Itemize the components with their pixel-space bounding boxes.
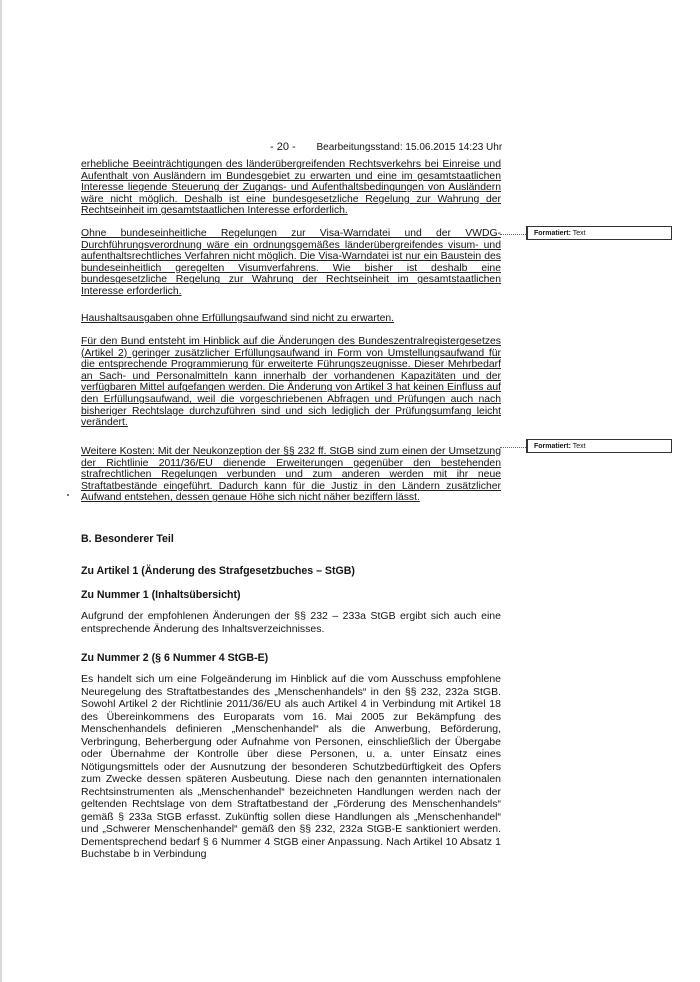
nr1-heading: Zu Nummer 1 (Inhaltsübersicht) bbox=[81, 589, 241, 601]
nr2-heading-block bbox=[81, 652, 501, 664]
edit-status: Bearbeitungsstand: 15.06.2015 14:23 Uhr bbox=[316, 142, 503, 153]
comment-label: Formatiert: bbox=[534, 443, 571, 450]
nr1-heading-block bbox=[81, 589, 501, 601]
nr1-text-block bbox=[81, 610, 501, 635]
section-title: B. Besonderer Teil bbox=[81, 533, 174, 545]
nr1-text: Aufgrund der empfohlenen Änderungen der §§ 232 – 233a StGB ergibt sich auch eine entsprechende Änderung des Inhaltsverzeichnisses. bbox=[81, 610, 501, 635]
nr2-text: Es handelt sich um eine Folgeänderung im Hinblick auf die vom Ausschuss empfohlene Neuregelung des Straftatbestandes des „Menschenhandels“ in den §§ 232, 232a StGB. Sowohl Artikel 2 der Richtlinie 2011/36/EU als auch Artikel 4 in Verbindung mit Artikel 18 des Übereinkommens des Europarats vom 16. Mai 2005 zur Bekämpfung des Menschenhandels definieren „Menschenhandel“ als die Anwerbung, Beförderung, Verbringung, Beherbergung oder Aufnahme von Personen, einschließlich der Übergabe oder Übernahme der Kontrolle über diese Personen, u. a. unter Einsatz eines Nötigungsmittels oder der Ausnutzung der besonderen Schutzbedürftigkeit des Opfers zum Zwecke dessen späteren Ausbeutung. Diese nach den genannten internationalen Rechtsinstrumenten als „Menschenhandel“ bezeichneten Handlungen werden nach der geltenden Rechtslage von dem Straftatbestand der „Förderung des Menschenhandels“ gemäß § 233a StGB erfasst. Zukünftig sollen diese Handlungen als „Menschenhandel“ und „Schwerer Menschenhandel“ gemäß den §§ 232, 232a StGB-E sanktioniert werden. Dementsprechend bedarf § 6 Nummer 4 StGB einer Anpassung. Nach Artikel 10 Absatz 1 Buchstabe b in Verbindung bbox=[81, 673, 501, 860]
paragraph-erfuellungsaufwand: Für den Bund entsteht im Hinblick auf die Änderungen des Bundeszentralregistergesetzes (Artikel 2) geringer zusätzlicher Erfüllungsaufwand in Form von Umstellungsaufwand für die entsprechende Programmierung für erweiterte Führungszeugnisse. Dieser Mehrbedarf an Sach- und Personalmitteln kann innerhalb der vorhandenen Kapazitäten und der verfügbaren Mittel aufgefangen werden. Die Änderung von Artikel 3 hat keinen Einfluss auf den Erfüllungsaufwand, weil die vorgeschriebenen Abfragen und Prüfungen auch nach bisheriger Rechtslage durchzuführen sind und sich lediglich der Prüfungsumfang leicht verändert. bbox=[81, 336, 501, 429]
format-comment-1[interactable] bbox=[526, 226, 672, 240]
paragraph-visa-warndatei: Ohne bundeseinheitliche Regelungen zur Visa-Warndatei und der VWDG-Durchführungsverordnung wäre ein ordnungsgemäßes länderübergreifendes visum- und aufenthaltsrechtliches Verfahren nicht möglich. Die Visa-Warndatei ist nur ein Baustein des bundeseinheitlich geregelten Visumverfahrens. Wie bisher ist deshalb eine bundesgesetzliche Regelung zur Wahrung der Rechtseinheit im gesamtstaatlichen Interesse erforderlich. bbox=[81, 228, 501, 297]
paragraph-block-1 bbox=[81, 159, 501, 217]
comment-value: Text bbox=[572, 230, 586, 237]
scan-speck bbox=[67, 494, 69, 496]
format-comment-2[interactable] bbox=[526, 439, 672, 453]
paragraph-block-3 bbox=[81, 313, 501, 325]
paragraph-block-2 bbox=[81, 228, 501, 298]
scan-edge bbox=[0, 0, 2, 982]
article-heading: Zu Artikel 1 (Änderung des Strafgesetzbuches – StGB) bbox=[81, 565, 355, 577]
paragraph-block-5 bbox=[81, 446, 501, 504]
article-heading-block bbox=[81, 565, 501, 577]
comment-value: Text bbox=[572, 443, 586, 450]
section-title-block bbox=[81, 533, 501, 545]
comment-leader-2 bbox=[500, 447, 526, 448]
nr2-heading: Zu Nummer 2 (§ 6 Nummer 4 StGB-E) bbox=[81, 652, 269, 664]
paragraph-legal-basis: erhebliche Beeinträchtigungen des länderübergreifenden Rechtsverkehrs bei Einreise und Aufenthalt von Ausländern im Bundesgebiet zu erwarten und eine im gesamtstaatlichen Interesse liegende Steuerung der Zugangs- und Aufenthaltsbedingungen von Ausländern wäre nicht möglich. Deshalb ist eine bundesgesetzliche Regelung zur Wahrung der Rechtseinheit im gesamtstaatlichen Interesse erforderlich. bbox=[81, 159, 501, 217]
page-number: - 20 - bbox=[270, 141, 296, 153]
page-header bbox=[270, 141, 502, 153]
nr2-text-block bbox=[81, 673, 501, 861]
paragraph-block-4 bbox=[81, 336, 501, 429]
paragraph-haushalt: Haushaltsausgaben ohne Erfüllungsaufwand sind nicht zu erwarten. bbox=[81, 313, 395, 324]
comment-leader-1 bbox=[500, 234, 526, 235]
paragraph-weitere-kosten: Weitere Kosten: Mit der Neukonzeption der §§ 232 ff. StGB sind zum einen der Umsetzung der Richtlinie 2011/36/EU dienende Erweiterungen gegenüber den bestehenden strafrechtlichen Regelungen verbunden und zum anderen werden mit ihr neue Straftatbestände eingeführt. Dadurch kann für die Justiz in den Ländern zusätzlicher Aufwand entstehen, dessen genaue Höhe sich nicht näher beziffern lässt. bbox=[81, 446, 501, 504]
comment-label: Formatiert: bbox=[534, 230, 571, 237]
